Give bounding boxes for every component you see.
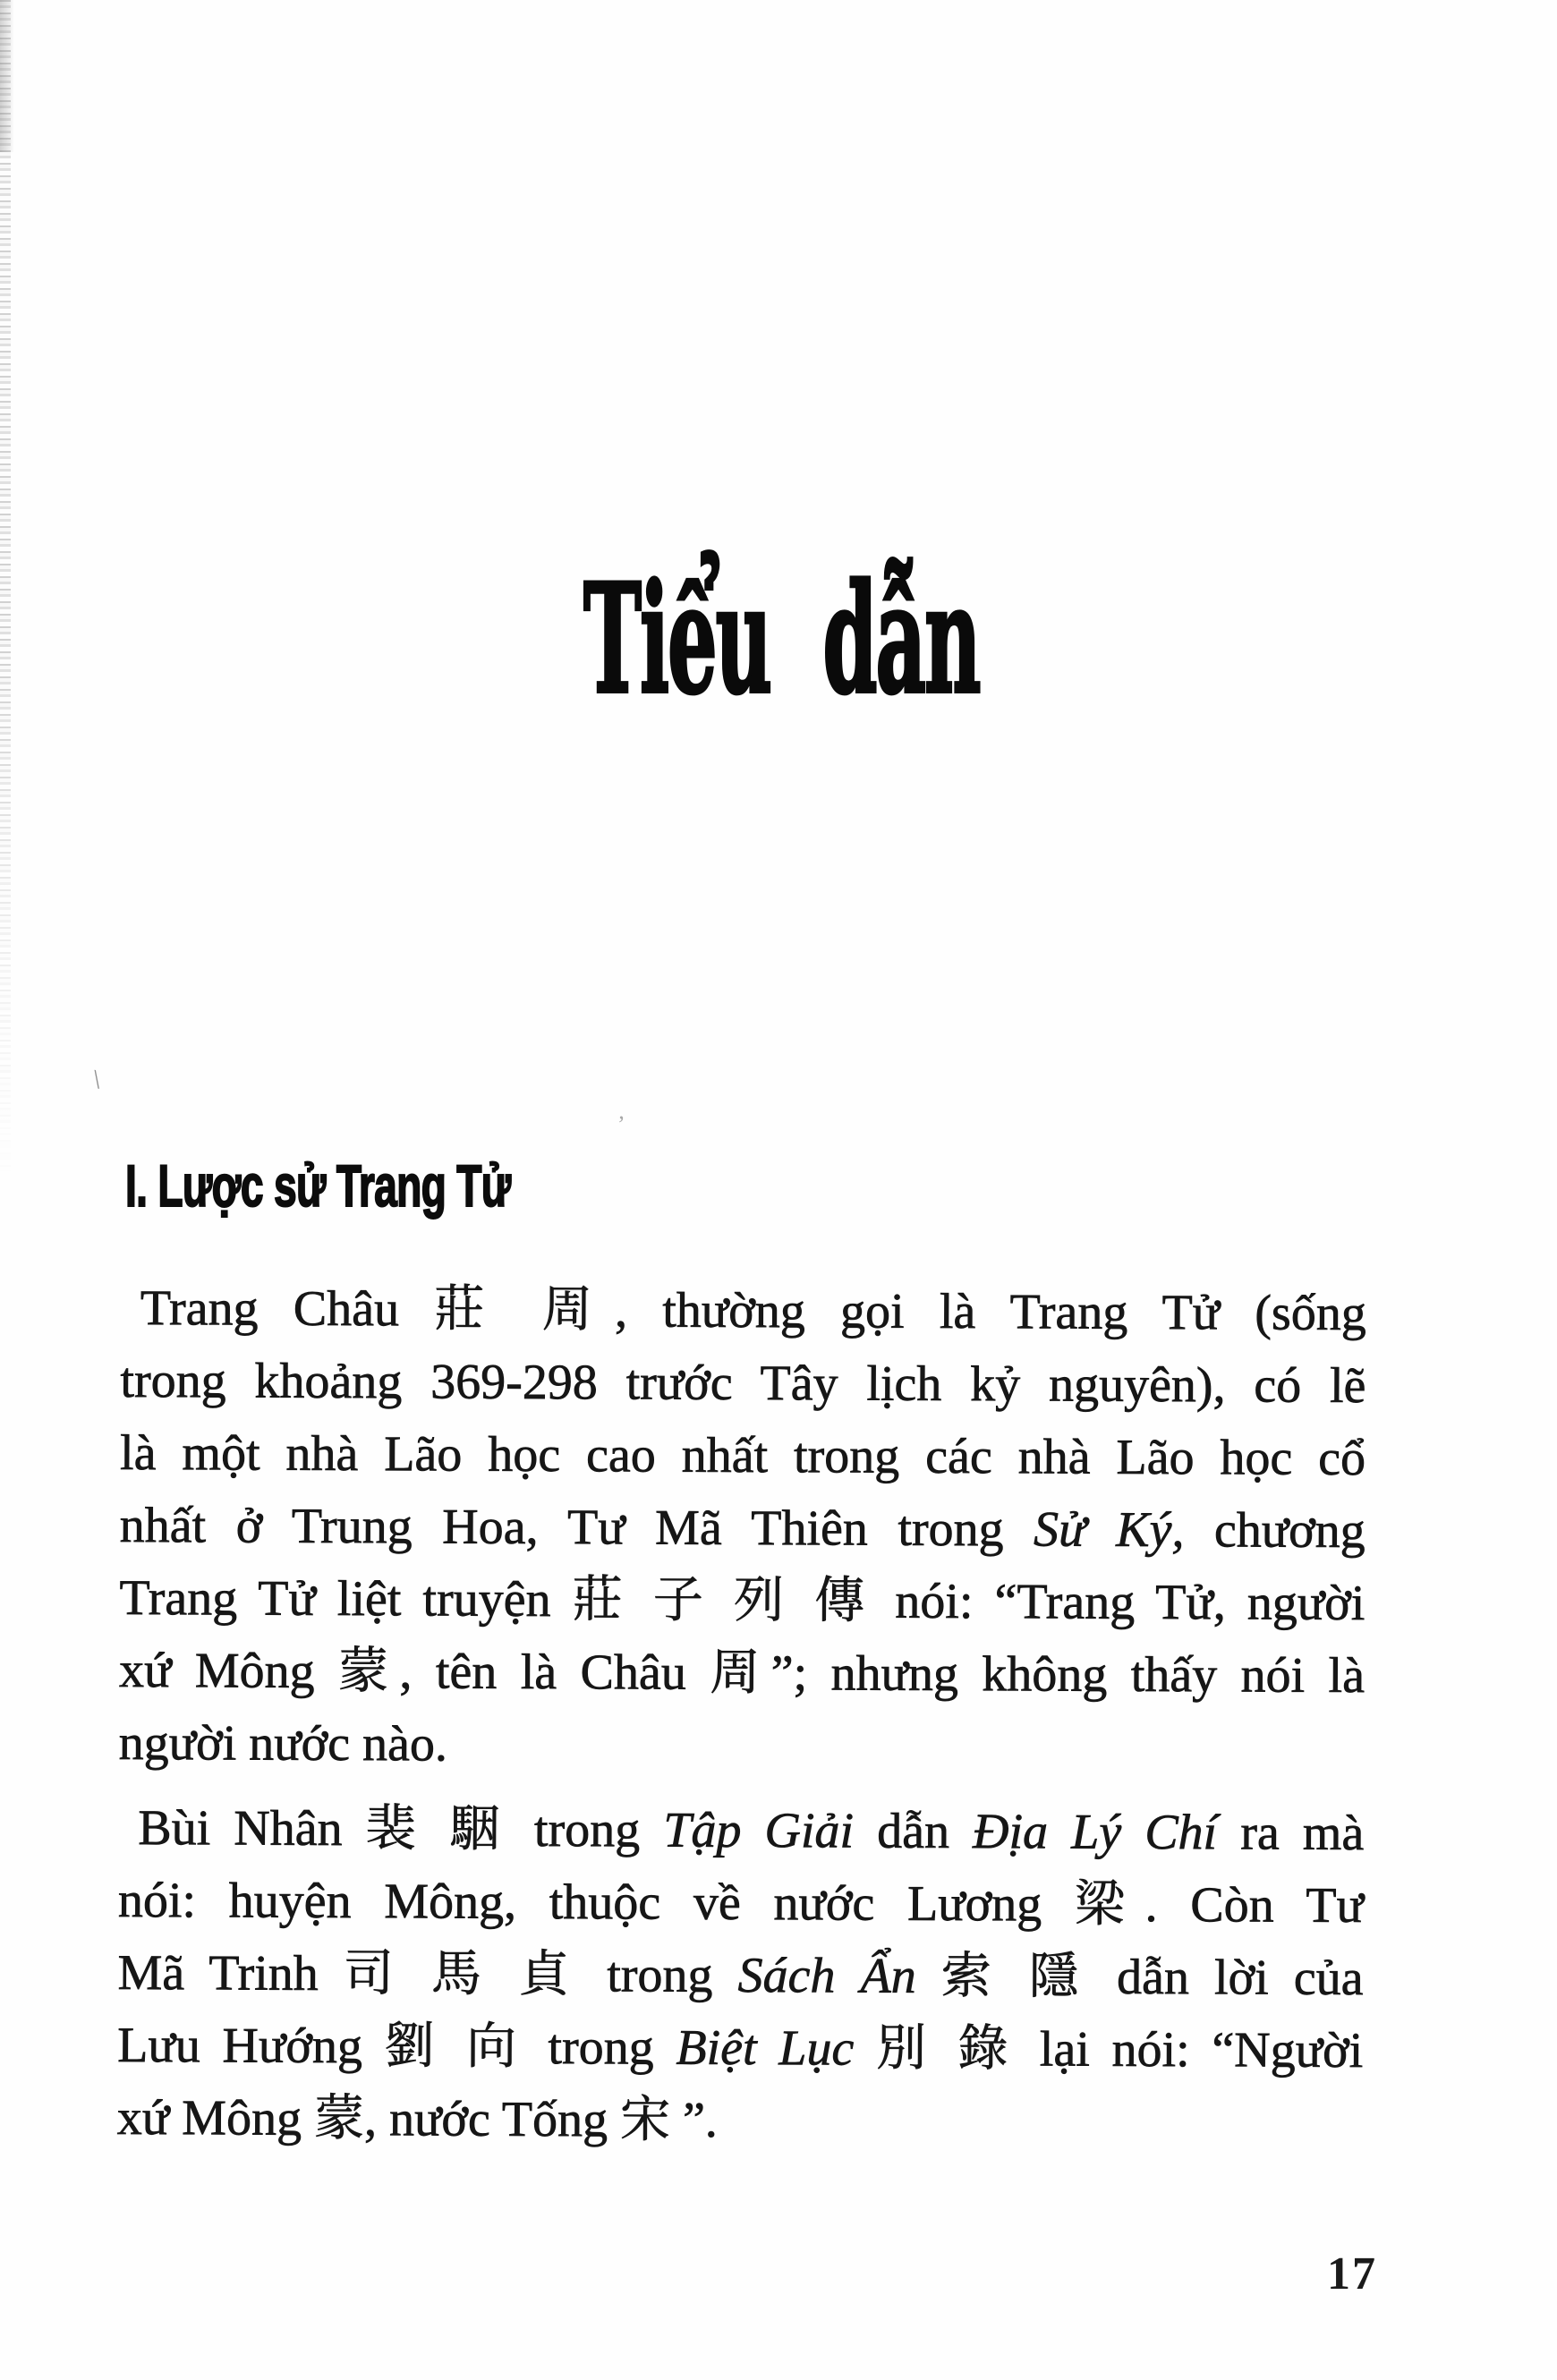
body-line	[119, 1707, 1365, 1785]
paragraph	[117, 1792, 1365, 2160]
paragraph	[119, 1272, 1366, 1785]
page-title: Tiểu dẫn	[583, 550, 980, 727]
scan-speck: \	[90, 1064, 103, 1095]
text-segment: xứ Mông 蒙, tên là Châu 周”; nhưng không thấy nói là	[118, 1642, 1366, 1704]
text-segment: Trang Tử liệt truyện 莊 子 列 傳 nói: “Trang Tử, người	[119, 1569, 1366, 1632]
book-title-italic: Biệt Lục	[676, 2019, 855, 2077]
book-title-italic: Địa Lý Chí	[972, 1804, 1218, 1861]
text-segment: người nước nào.	[118, 1714, 448, 1772]
body-text	[117, 1272, 1366, 2160]
body-line	[117, 2010, 1363, 2087]
book-title-italic: Sử Ký,	[1033, 1501, 1185, 1559]
text-segment: dẫn	[853, 1803, 974, 1860]
text-segment: 索 隱 dẫn lời của	[915, 1948, 1364, 2007]
text-segment: nhất ở Trung Hoa, Tư Mã Thiên trong	[119, 1497, 1034, 1558]
body-line	[117, 2082, 1363, 2160]
text-segment: chương	[1184, 1502, 1366, 1560]
body-line	[118, 1865, 1364, 1942]
body-line	[119, 1635, 1365, 1713]
text-segment: Bùi Nhân 裴 駰 trong	[138, 1800, 664, 1858]
text-segment: Trang Châu 莊 周, thường gọi là Trang Tử (sống	[140, 1280, 1366, 1342]
book-title-italic: Sách Ẩn	[737, 1948, 916, 2004]
text-segment: xứ Mông 蒙, nước Tống 宋 ”.	[116, 2089, 719, 2148]
scan-speck: ’	[617, 1111, 625, 1137]
body-line	[120, 1490, 1366, 1568]
text-segment: ra mà	[1217, 1805, 1365, 1862]
body-line	[119, 1562, 1365, 1640]
body-line	[117, 1937, 1363, 2015]
text-segment: 別 錄 lại nói: “Người	[854, 2020, 1364, 2079]
book-title-italic: Tập Giải	[663, 1802, 855, 1859]
page-number: 17	[1327, 2248, 1377, 2299]
body-line	[121, 1272, 1366, 1350]
body-line	[120, 1417, 1366, 1495]
text-segment: Mã Trinh 司 馬 貞 trong	[117, 1944, 738, 2004]
body-line	[120, 1345, 1366, 1423]
scan-edge-artifact-top	[0, 0, 14, 152]
body-line	[118, 1792, 1364, 1870]
text-segment: trong khoảng 369-298 trước Tây lịch kỷ nguyên), có lẽ	[120, 1352, 1366, 1415]
section-heading: I. Lược sử Trang Tử	[125, 1152, 511, 1219]
text-segment: là một nhà Lão học cao nhất trong các nhà Lão học cổ	[119, 1424, 1366, 1487]
text-segment: nói: huyện Mông, thuộc về nước Lương 梁. Còn Tư	[117, 1872, 1365, 1934]
scan-edge-artifact	[0, 0, 11, 1181]
text-segment: Lưu Hướng 劉 向 trong	[117, 2017, 676, 2076]
